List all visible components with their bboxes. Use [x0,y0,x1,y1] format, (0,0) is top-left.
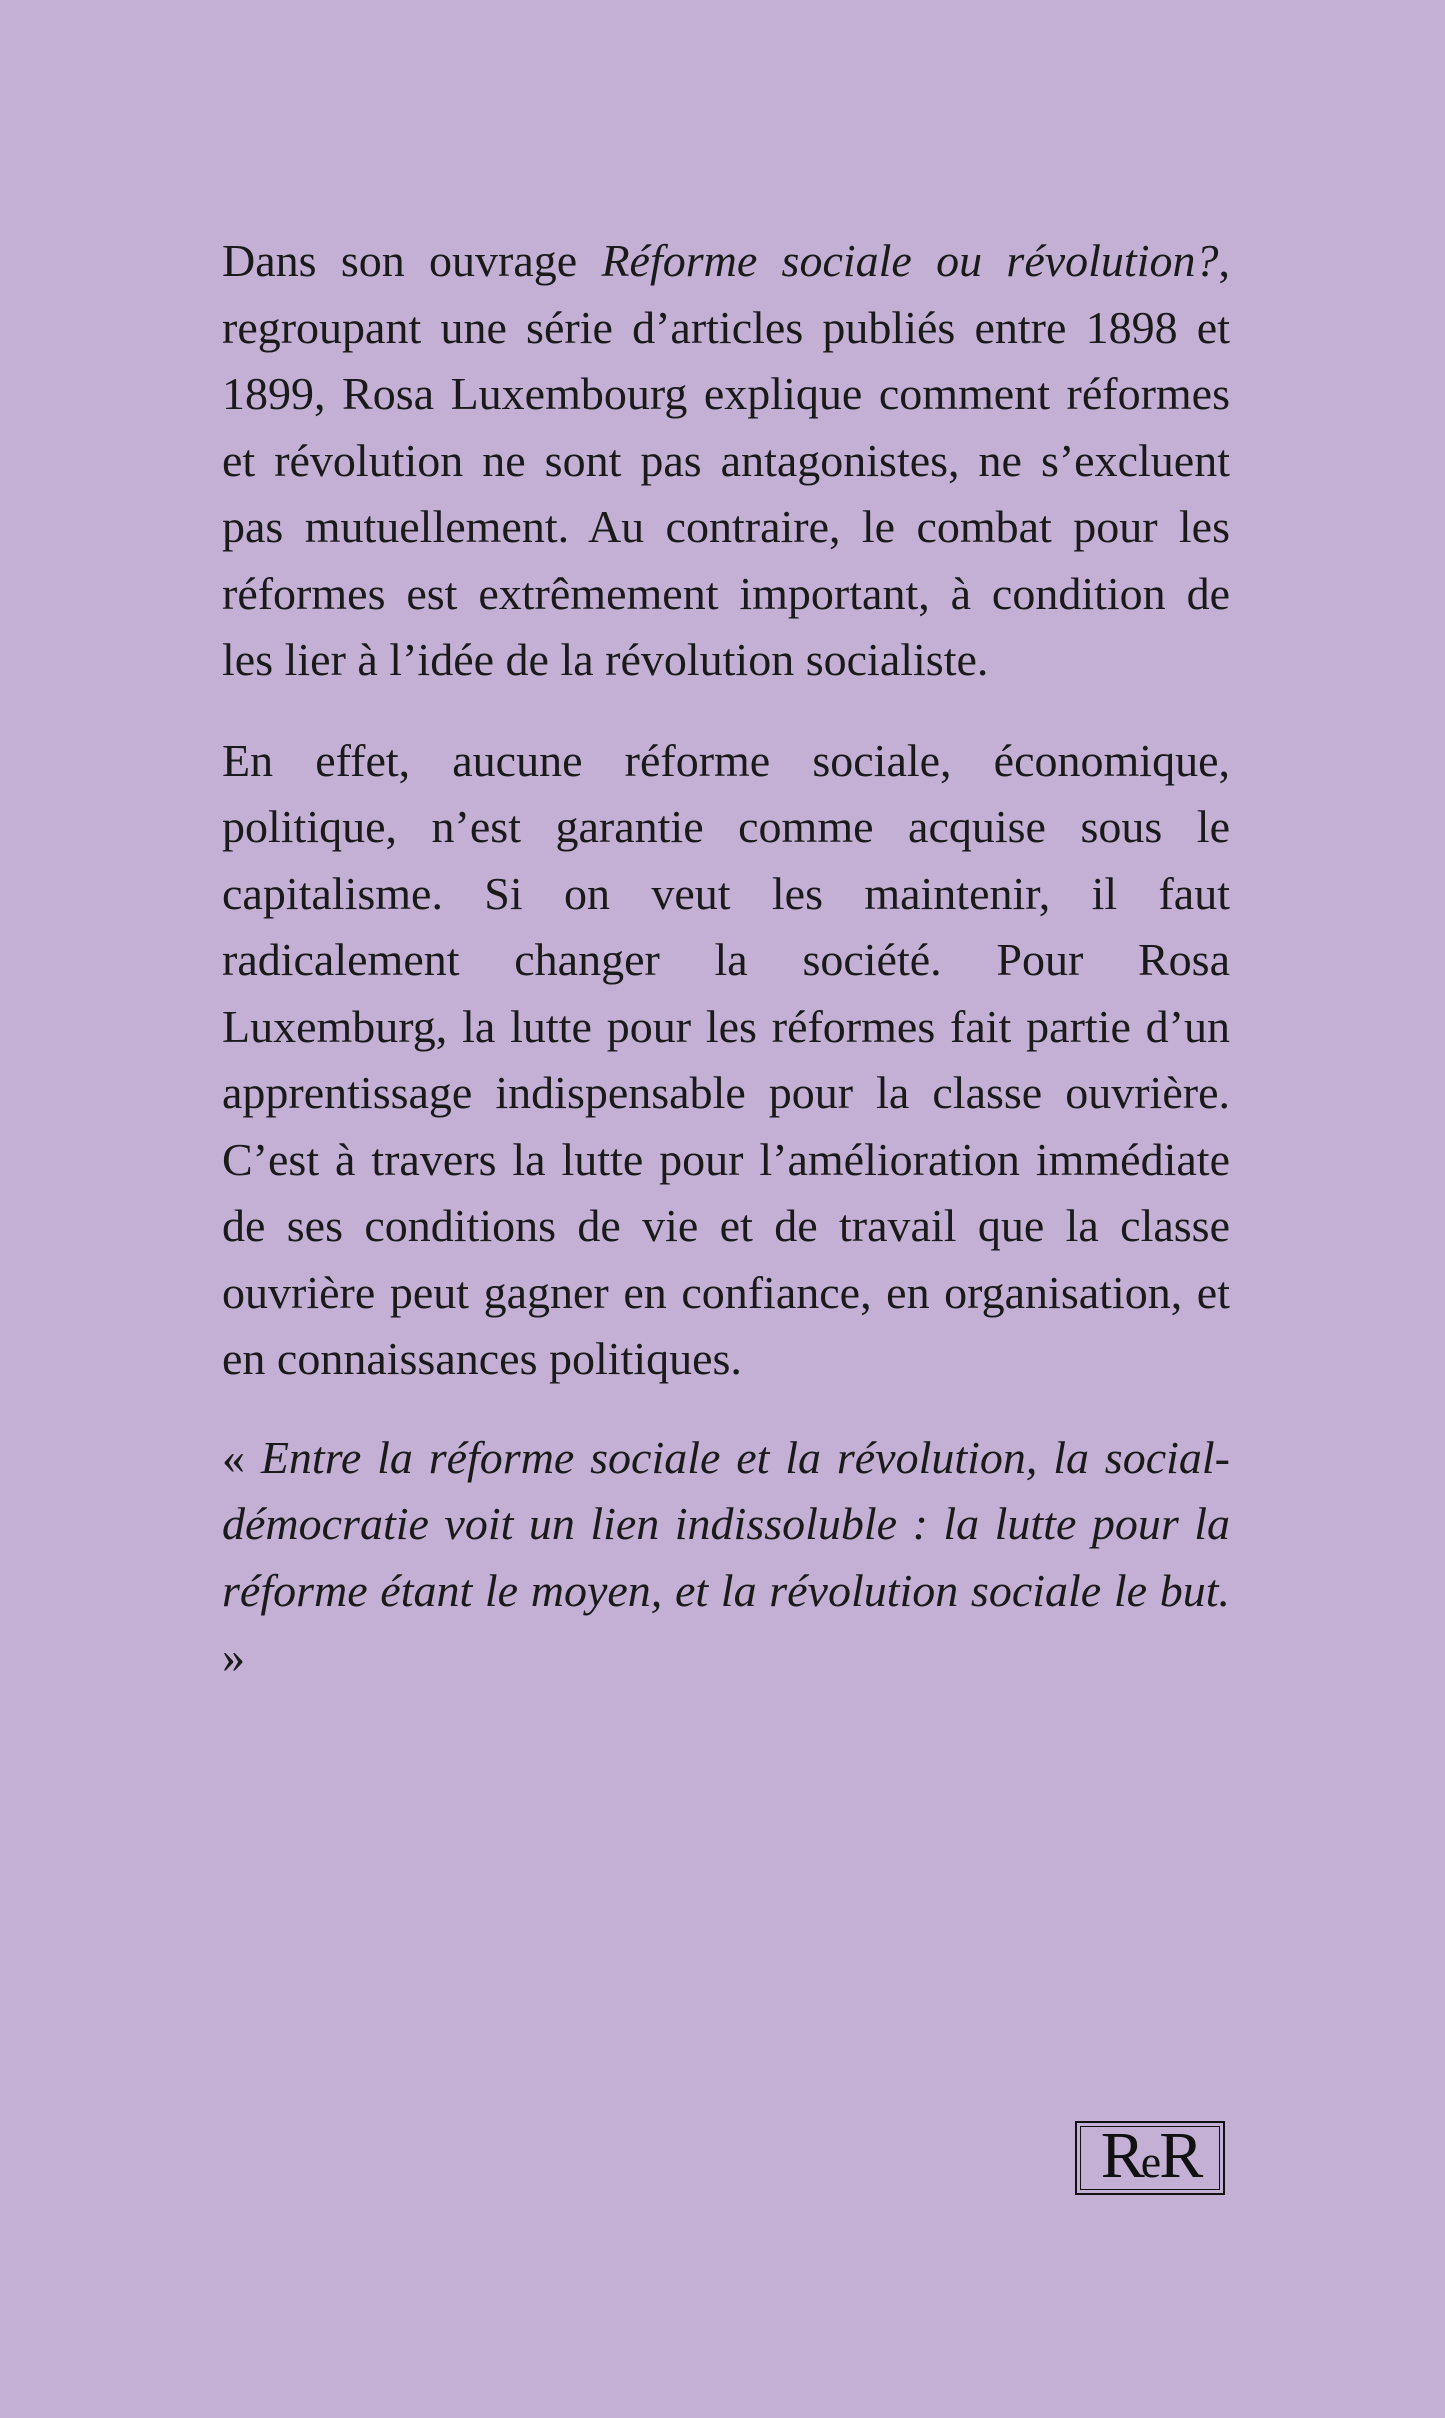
logo-letter-e: e [1140,2136,1160,2187]
intro-lead-text: Dans son ouvrage [222,235,602,286]
intro-body-text: , regroupant une série d’articles publiés entre 1898 et 1899, Rosa Luxembourg explique comment réformes et révolution ne sont pas antagonistes, ne s’excluent pas mutuellement. Au contraire, le combat pour les réformes est extrêmement important, à condition de les lier à l’idée de la révolution socialiste. [222,235,1230,685]
quote-close-mark: » [222,1631,245,1682]
quote-open-mark: « [222,1431,261,1483]
paragraph-reforms: En effet, aucune réforme sociale, économique, politique, n’est garantie comme acquise sous le capitalisme. Si on veut les maintenir, il faut radicalement changer la société. Pour Rosa Luxemburg, la lutte pour les réformes fait partie d’un apprentissage indispensable pour la classe ouvrière. C’est à travers la lutte pour l’amélioration immédiate de ses conditions de vie et de travail que la classe ouvrière peut gagner en confiance, en organisation, et en connaissances politiques. [222,734,1230,1384]
book-title: Réforme sociale ou révolution? [601,235,1219,286]
publisher-logo-text [1100,2119,1200,2195]
blurb-text-block [222,228,1230,1691]
publisher-logo [1075,2121,1225,2195]
paragraph-intro [222,228,1230,694]
logo-letter-r2: R [1159,2119,1200,2192]
quote-text: Entre la réforme sociale et la révolution, la social-démocratie voit un lien indissoluble : la lutte pour la réforme étant le moyen, et la révolution sociale le but. [222,1431,1231,1616]
quote-block [222,1425,1230,1691]
logo-letter-r1: R [1100,2119,1141,2192]
